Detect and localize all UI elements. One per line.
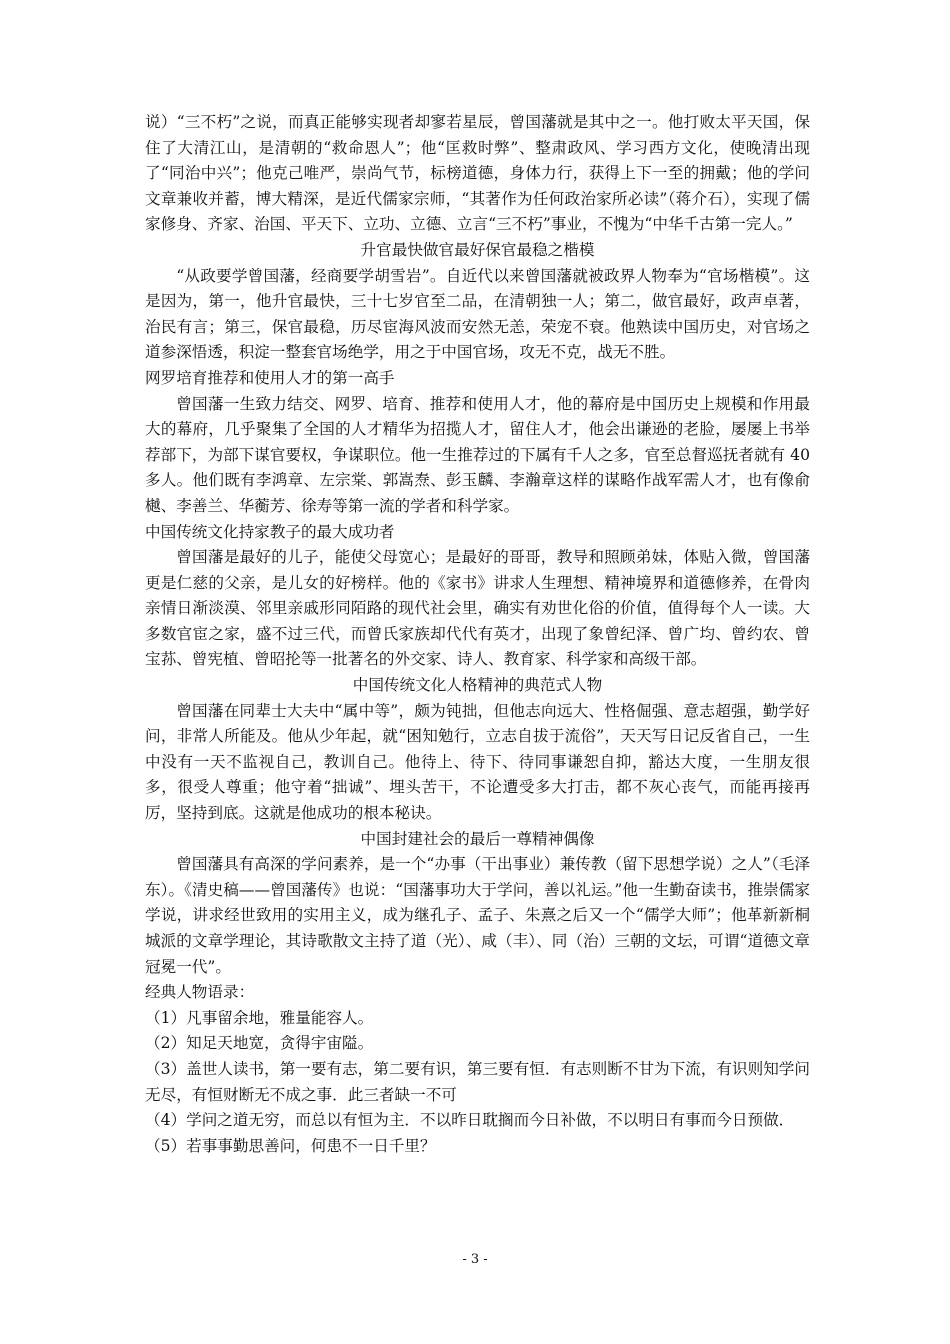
talent-paragraph: 曾国藩一生致力结交、网罗、培育、推荐和使用人才，他的幕府是中国历史上规模和作用最大的幕府，几乎聚集了全国的人才精华为招揽人才，留住人才，他会出谦逊的老脸，屡屡上书举荐部下，为部下谋官要权，争谋职位。他一生推荐过的下属有千人之多，官至总督巡抚者就有 40 多人。他们既有李鸿章、左宗棠、郭嵩焘、彭玉麟、李瀚章这样的谋略作战军需人才，也有像俞樾、李善兰、华蘅芳、徐寿等第一流的学者和科学家。 (145, 394, 810, 515)
section-heading-family: 中国传统文化持家教子的最大成功者 (145, 522, 395, 541)
section-heading-official-model: 升官最快做官最好保官最稳之楷模 (360, 240, 595, 259)
intro-paragraph: 说）“三不朽”之说，而真正能够实现者却寥若星辰，曾国藩就是其中之一。他打败太平天国，保住了大清江山，是清朝的“救命恩人”；他“匡救时弊”、整肃政风、学习西方文化，使晚清出现了“同治中兴”；他克己唯严，崇尚气节，标榜道德，身体力行，获得上下一至的拥戴；他的学问文章兼收并蓄，博大精深，是近代儒家宗师，“其著作为任何政治家所必读”（蒋介石），实现了儒家修身、齐家、治国、平天下、立功、立德、立言“三不朽”事业，不愧为“中华千古第一完人。” (145, 113, 810, 234)
quotes-heading: 经典人物语录： (145, 983, 255, 1002)
body-text (145, 110, 810, 1159)
character-paragraph: 曾国藩在同辈士大夫中“属中等”，颇为钝拙，但他志向远大、性格倔强、意志超强，勤学好问，非常人所能及。他从少年起，就“困知勉行，立志自拔于流俗”，天天写日记反省自己，一生中没有一天不监视自己，教训自己。他待上、待下、待同事谦恕自抑，豁达大度，一生朋友很多，很受人尊重；他守着“拙诚”、埋头苦干，不论遭受多大打击，都不灰心丧气，而能再接再厉，坚持到底。这就是他成功的根本秘诀。 (145, 701, 810, 823)
quote-item: （5）若事事勤思善问，何患不一日千里？ (145, 1136, 436, 1155)
page-number: - 3 - (462, 1252, 488, 1267)
quote-item: （1）凡事留余地，雅量能容人。 (145, 1008, 374, 1027)
quote-item: （3）盖世人读书，第一要有志，第二要有识，第三要有恒．有志则断不甘为下流，有识则知学问无尽，有恒财断无不成之事．此三者缺一不可 (145, 1059, 810, 1104)
official-model-paragraph: “从政要学曾国藩，经商要学胡雪岩”。自近代以来曾国藩就被政界人物奉为“官场楷模”。这是因为，第一，他升官最快，三十七岁官至二品，在清朝独一人；第二，做官最好，政声卓著，治民有言；第三，保官最稳，历尽宦海风波而安然无恙，荣宠不衰。他熟读中国历史，对官场之道参深悟透，积淀一整套官场绝学，用之于中国官场，攻无不克，战无不胜。 (145, 266, 810, 362)
section-heading-character: 中国传统文化人格精神的典范式人物 (352, 676, 603, 695)
section-heading-idol: 中国封建社会的最后一尊精神偶像 (360, 829, 595, 848)
section-heading-talent: 网罗培育推荐和使用人才的第一高手 (145, 368, 395, 387)
family-paragraph: 曾国藩是最好的儿子，能使父母宽心；是最好的哥哥，教导和照顾弟妹，体贴入微，曾国藩更是仁慈的父亲，是儿女的好榜样。他的《家书》讲求人生理想、精神境界和道德修养，在骨肉亲情日渐淡漠、邻里亲戚形同陌路的现代社会里，确实有劝世化俗的价值，值得每个人一读。大多数官宦之家，盛不过三代，而曾氏家族却代代有英才，出现了象曾纪泽、曾广均、曾约农、曾宝荪、曾宪植、曾昭抡等一批著名的外交家、诗人、教育家、科学家和高级干部。 (145, 548, 810, 669)
idol-paragraph: 曾国藩具有高深的学问素养，是一个“办事（干出事业）兼传教（留下思想学说）之人”（毛泽东）。《清史稿——曾国藩传》也说：“国藩事功大于学问，善以礼运。”他一生勤奋读书，推崇儒家学说，讲求经世致用的实用主义，成为继孔子、孟子、朱熹之后又一个“儒学大师”；他革新新桐城派的文章学理论，其诗歌散文主持了道（光）、咸（丰）、同（治）三朝的文坛，可谓“道德文章冠冕一代”。 (145, 855, 810, 976)
quote-item: （4）学问之道无穷，而总以有恒为主．不以昨日耽搁而今日补做，不以明日有事而今日预做． (145, 1111, 795, 1130)
quote-item: （2）知足天地宽，贪得宇宙隘。 (145, 1034, 374, 1053)
